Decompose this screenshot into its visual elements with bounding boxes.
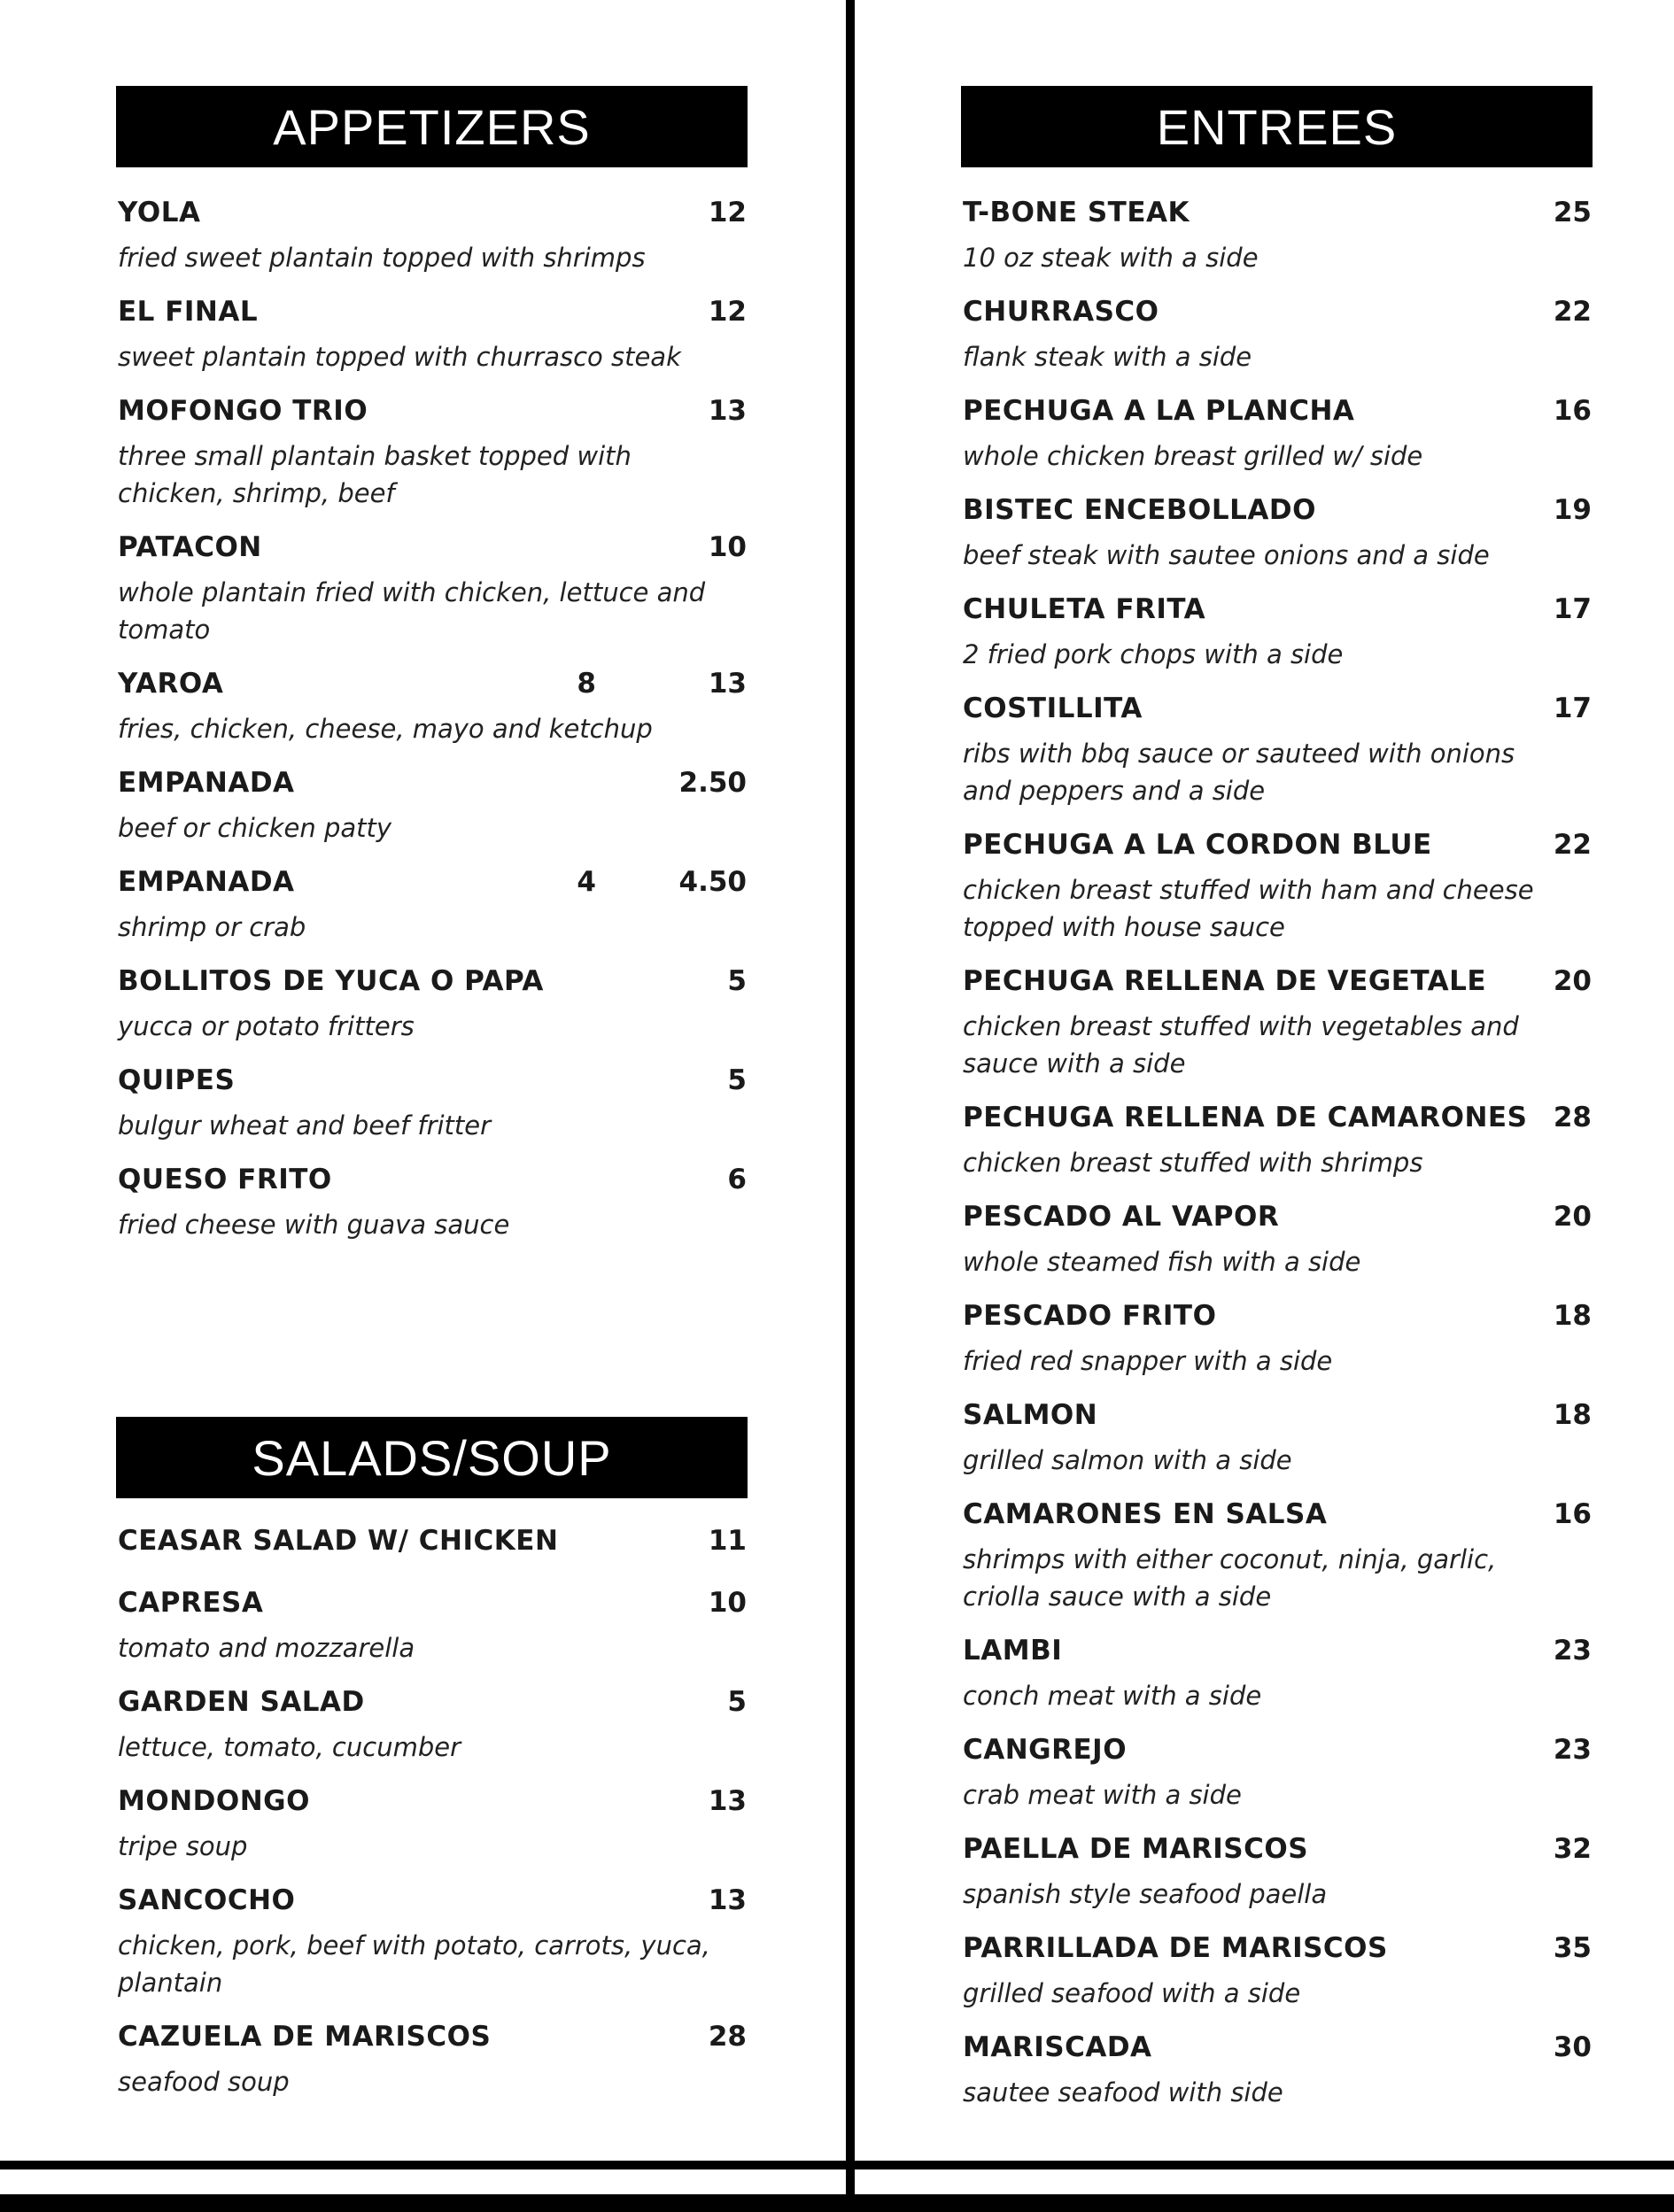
menu-item-price: 5 [727, 1064, 747, 1096]
menu-item-description: 10 oz steak with a side [963, 243, 1259, 273]
menu-item [118, 1884, 747, 2001]
menu-item-price: 25 [1553, 197, 1592, 228]
menu-item [118, 965, 747, 1045]
menu-item-row [118, 2021, 747, 2063]
menu-item-price: 22 [1553, 829, 1592, 861]
menu-item-name: PAELLA DE MARISCOS [963, 1833, 1309, 1865]
menu-item-row [118, 197, 747, 239]
menu-item [963, 1734, 1592, 1814]
menu-item-price-small: 8 [577, 668, 596, 700]
menu-item-description: whole chicken breast grilled w/ side [963, 441, 1423, 471]
menu-item-row [118, 965, 747, 1008]
menu-item-price-small: 4 [577, 866, 596, 898]
menu-item-price: 12 [708, 197, 747, 228]
menu-item [963, 1102, 1592, 1181]
menu-item-price: 28 [1553, 1102, 1592, 1133]
menu-item-price: 5 [727, 1686, 747, 1718]
menu-item-description: yucca or potato fritters [118, 1011, 415, 1041]
menu-item-price: 30 [1553, 2031, 1592, 2063]
menu-item-description: whole plantain fried with chicken, lettuce and tomato [118, 577, 706, 645]
menu-item-name: CAZUELA DE MARISCOS [118, 2021, 492, 2053]
menu-item-name: YOLA [118, 197, 201, 228]
menu-item-name: EL FINAL [118, 296, 259, 328]
menu-item-name: BISTEC ENCEBOLLADO [963, 494, 1316, 526]
menu-item-price: 5 [727, 965, 747, 997]
menu-item [963, 1635, 1592, 1714]
menu-item-name: PARRILLADA DE MARISCOS [963, 1932, 1388, 1964]
menu-item [963, 692, 1592, 809]
menu-item-row [963, 593, 1592, 636]
menu-item [118, 1164, 747, 1243]
menu-item-description: ribs with bbq sauce or sauteed with onions and peppers and a side [963, 739, 1515, 806]
menu-item [963, 1399, 1592, 1479]
menu-item-description: crab meat with a side [963, 1780, 1242, 1810]
menu-item-row [118, 767, 747, 809]
menu-item-price: 22 [1553, 296, 1592, 328]
menu-item-description: grilled salmon with a side [963, 1445, 1292, 1475]
menu-item-price: 6 [727, 1164, 747, 1195]
menu-item-row [118, 531, 747, 574]
menu-item-price: 35 [1553, 1932, 1592, 1964]
menu-item-name: COSTILLITA [963, 692, 1143, 724]
menu-item-description: chicken breast stuffed with ham and cheese topped with house sauce [963, 875, 1534, 942]
menu-item-row [963, 296, 1592, 338]
menu-item-name: LAMBI [963, 1635, 1063, 1667]
menu-item-name: CHURRASCO [963, 296, 1159, 328]
menu-item-name: EMPANADA [118, 767, 295, 799]
menu-item-description: grilled seafood with a side [963, 1978, 1301, 2008]
menu-item-description: tripe soup [118, 1831, 248, 1861]
menu-item-row [118, 1587, 747, 1629]
menu-item-row [963, 494, 1592, 537]
menu-item-name: CHULETA FRITA [963, 593, 1206, 625]
menu-item-row [963, 1201, 1592, 1243]
menu-item-price: 18 [1553, 1399, 1592, 1431]
menu-item-name: CEASAR SALAD W/ CHICKEN [118, 1525, 559, 1557]
menu-item-description: fried cheese with guava sauce [118, 1210, 510, 1240]
menu-item-price: 28 [708, 2021, 747, 2053]
menu-item-row [118, 668, 747, 710]
menu-item-row [118, 1064, 747, 1107]
menu-item-description: conch meat with a side [963, 1681, 1262, 1711]
menu-item-price: 10 [708, 1587, 747, 1619]
menu-item-row [963, 1300, 1592, 1342]
menu-item [118, 395, 747, 512]
menu-item-row [963, 1498, 1592, 1541]
menu-item-description: bulgur wheat and beef fritter [118, 1110, 492, 1141]
menu-item-name: SANCOCHO [118, 1884, 296, 1916]
menu-item-name: PECHUGA RELLENA DE VEGETALE [963, 965, 1487, 997]
menu-item-description: three small plantain basket topped with chicken, shrimp, beef [118, 441, 632, 508]
menu-item-row [963, 1932, 1592, 1975]
menu-item-row [118, 1164, 747, 1206]
menu-item-name: EMPANADA [118, 866, 295, 898]
entrees-header: ENTREES [961, 86, 1593, 167]
menu-item-description: tomato and mozzarella [118, 1633, 415, 1663]
menu-item [963, 829, 1592, 946]
appetizers-header: APPETIZERS [116, 86, 748, 167]
menu-item-row [963, 692, 1592, 735]
menu-item [963, 593, 1592, 673]
menu-item-description: spanish style seafood paella [963, 1879, 1328, 1909]
menu-item-name: PECHUGA A LA PLANCHA [963, 395, 1355, 427]
menu-item-row [963, 829, 1592, 871]
menu-item-name: PECHUGA RELLENA DE CAMARONES [963, 1102, 1528, 1133]
menu-item-name: PECHUGA A LA CORDON BLUE [963, 829, 1432, 861]
menu-item-name: MOFONGO TRIO [118, 395, 368, 427]
menu-item-price: 16 [1553, 395, 1592, 427]
menu-item-row [963, 1833, 1592, 1876]
menu-item [118, 1064, 747, 1144]
menu-item-name: PESCADO AL VAPOR [963, 1201, 1280, 1233]
bottom-rule [0, 2161, 1674, 2169]
center-divider [846, 0, 855, 2212]
menu-item [963, 1300, 1592, 1380]
menu-item [963, 1498, 1592, 1615]
menu-item-description: fries, chicken, cheese, mayo and ketchup [118, 714, 653, 744]
menu-item [118, 866, 747, 946]
menu-item-description: beef or chicken patty [118, 813, 392, 843]
menu-item-description: shrimps with either coconut, ninja, garlic, criolla sauce with a side [963, 1544, 1497, 1612]
menu-item-price: 23 [1553, 1635, 1592, 1667]
menu-item [118, 2021, 747, 2100]
salads-list [118, 1525, 747, 2120]
menu-item [118, 1525, 747, 1567]
menu-item-price: 2.50 [678, 767, 747, 799]
menu-item-row [118, 296, 747, 338]
menu-item-description: whole steamed fish with a side [963, 1247, 1361, 1277]
menu-item [118, 1686, 747, 1766]
menu-item [963, 1833, 1592, 1913]
menu-item-price: 17 [1553, 692, 1592, 724]
menu-item [963, 395, 1592, 475]
menu-item-price: 19 [1553, 494, 1592, 526]
menu-item-price: 11 [708, 1525, 747, 1557]
menu-item-row [963, 1102, 1592, 1144]
menu-item-name: QUESO FRITO [118, 1164, 332, 1195]
menu-item [963, 1201, 1592, 1280]
menu-item-price: 18 [1553, 1300, 1592, 1332]
menu-item [118, 1587, 747, 1667]
menu-item-row [963, 965, 1592, 1008]
menu-item [963, 197, 1592, 276]
menu-item-price: 13 [708, 668, 747, 700]
menu-item-price: 12 [708, 296, 747, 328]
menu-item-description: beef steak with sautee onions and a side [963, 540, 1490, 570]
menu-item-price: 17 [1553, 593, 1592, 625]
menu-item-price: 4.50 [678, 866, 747, 898]
menu-item-price: 10 [708, 531, 747, 563]
menu-item-price: 20 [1553, 965, 1592, 997]
menu-item-row [118, 866, 747, 909]
menu-item [118, 668, 747, 747]
menu-item-description: chicken, pork, beef with potato, carrots, yuca, plantain [118, 1930, 710, 1998]
menu-item-name: MARISCADA [963, 2031, 1152, 2063]
menu-item-row [963, 1399, 1592, 1442]
menu-item-name: T-BONE STEAK [963, 197, 1190, 228]
menu-item-row [963, 1734, 1592, 1776]
menu-item-name: CAMARONES EN SALSA [963, 1498, 1328, 1530]
appetizers-list [118, 197, 747, 1263]
menu-item-name: PATACON [118, 531, 262, 563]
entrees-list [963, 197, 1592, 2131]
menu-item-description: chicken breast stuffed with shrimps [963, 1148, 1423, 1178]
menu-item-price: 13 [708, 1785, 747, 1817]
menu-item-description: 2 fried pork chops with a side [963, 639, 1344, 669]
menu-item-row [963, 2031, 1592, 2074]
menu-item-row [118, 395, 747, 437]
menu-item-description: flank steak with a side [963, 342, 1252, 372]
salads-header: SALADS/SOUP [116, 1417, 748, 1498]
menu-item-price: 20 [1553, 1201, 1592, 1233]
menu-item-name: GARDEN SALAD [118, 1686, 365, 1718]
menu-item-description: fried red snapper with a side [963, 1346, 1333, 1376]
menu-item-description: sautee seafood with side [963, 2077, 1283, 2108]
menu-item-row [118, 1884, 747, 1927]
menu-item [118, 296, 747, 375]
menu-item [118, 197, 747, 276]
menu-item [118, 1785, 747, 1865]
menu-item-name: YAROA [118, 668, 224, 700]
menu-item-name: QUIPES [118, 1064, 236, 1096]
menu-item [963, 494, 1592, 574]
menu-item-price: 32 [1553, 1833, 1592, 1865]
menu-item-row [118, 1686, 747, 1729]
menu-item-name: MONDONGO [118, 1785, 310, 1817]
bottom-rule-thick [0, 2194, 1674, 2212]
menu-item-description: chicken breast stuffed with vegetables and sauce with a side [963, 1011, 1519, 1079]
menu-item-description: lettuce, tomato, cucumber [118, 1732, 461, 1762]
menu-item-row [963, 1635, 1592, 1677]
menu-item-price: 16 [1553, 1498, 1592, 1530]
menu-item-description: sweet plantain topped with churrasco steak [118, 342, 681, 372]
menu-item-description: shrimp or crab [118, 912, 306, 942]
menu-item-row [963, 197, 1592, 239]
menu-item-price: 13 [708, 1884, 747, 1916]
menu-item [963, 1932, 1592, 2012]
menu-item-name: CANGREJO [963, 1734, 1128, 1766]
menu-item [963, 965, 1592, 1082]
menu-item-price: 13 [708, 395, 747, 427]
menu-item-name: PESCADO FRITO [963, 1300, 1217, 1332]
menu-item [118, 767, 747, 847]
menu-item-name: BOLLITOS DE YUCA O PAPA [118, 965, 544, 997]
menu-item-row [963, 395, 1592, 437]
menu-item-row [118, 1525, 747, 1567]
menu-item-price: 23 [1553, 1734, 1592, 1766]
menu-item-name: SALMON [963, 1399, 1098, 1431]
menu-item-row [118, 1785, 747, 1828]
menu-item-description: seafood soup [118, 2067, 290, 2097]
menu-item [963, 296, 1592, 375]
menu-item [118, 531, 747, 648]
menu-item [963, 2031, 1592, 2111]
menu-item-name: CAPRESA [118, 1587, 264, 1619]
menu-item-description: fried sweet plantain topped with shrimps [118, 243, 646, 273]
